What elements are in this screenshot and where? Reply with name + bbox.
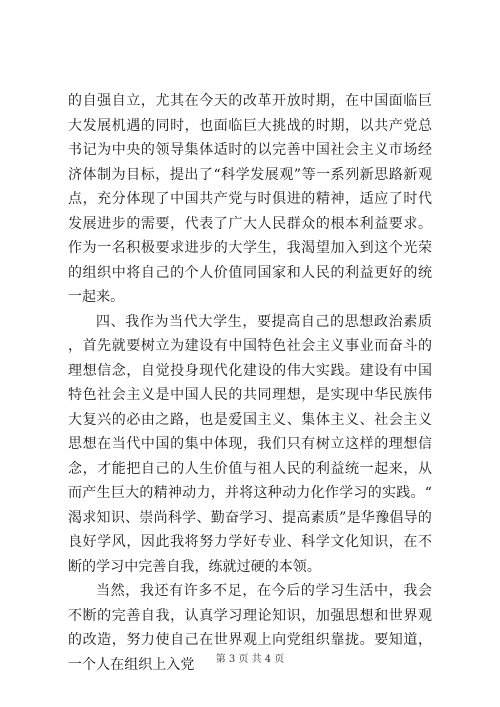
body-text bbox=[68, 89, 432, 677]
paragraph-2: 四、我作为当代大学生，要提高自己的思想政治素质，首先就要树立为建设有中国特色社会主义事业而奋斗的理想信念，自觉投身现代化建设的伟大实践。建设有中国特色社会主义是中国人民的共同理想，是实现中华民族伟大复兴的必由之路，也是爱国主义、集体主义、社会主义思想在当代中国的集中体现，我们只有树立这样的理想信念，才能把自己的人生价值与祖人民的利益统一起来，从而产生巨大的精神动力，并将这种动力化作学习的实践。“渴求知识、崇尚科学、勤奋学习、提高素质”是华豫倡导的良好学风，因此我将努力学好专业、科学文化知识，在不断的学习中完善自我，练就过硬的本领。 bbox=[68, 313, 432, 575]
paragraph-3: 当然，我还有许多不足，在今后的学习生活中，我会不断的完善自我，认真学习理论知识，加强思想和世界观的改造，努力使自己在世界观上向党组织靠拢。要知道，一个人在组织上入党 bbox=[68, 583, 432, 673]
page-footer: 第 3 页 共 4 页 bbox=[215, 654, 285, 665]
paragraph-1: 的自强自立，尤其在今天的改革开放时期，在中国面临巨大发展机遇的同时，也面临巨大挑战的时期，以共产党总书记为中央的领导集体适时的以完善中国社会主义市场经济体制为目标，提出了“科学发展观”等一系列新思路新观点，充分体现了中国共产党与时俱进的精神，适应了时代发展进步的需要，代表了广大人民群众的根本利益要求。作为一名积极要求进步的大学生，我渴望加入到这个光荣的组织中将自己的个人价值同国家和人民的利益更好的统一起来。 bbox=[68, 93, 432, 305]
